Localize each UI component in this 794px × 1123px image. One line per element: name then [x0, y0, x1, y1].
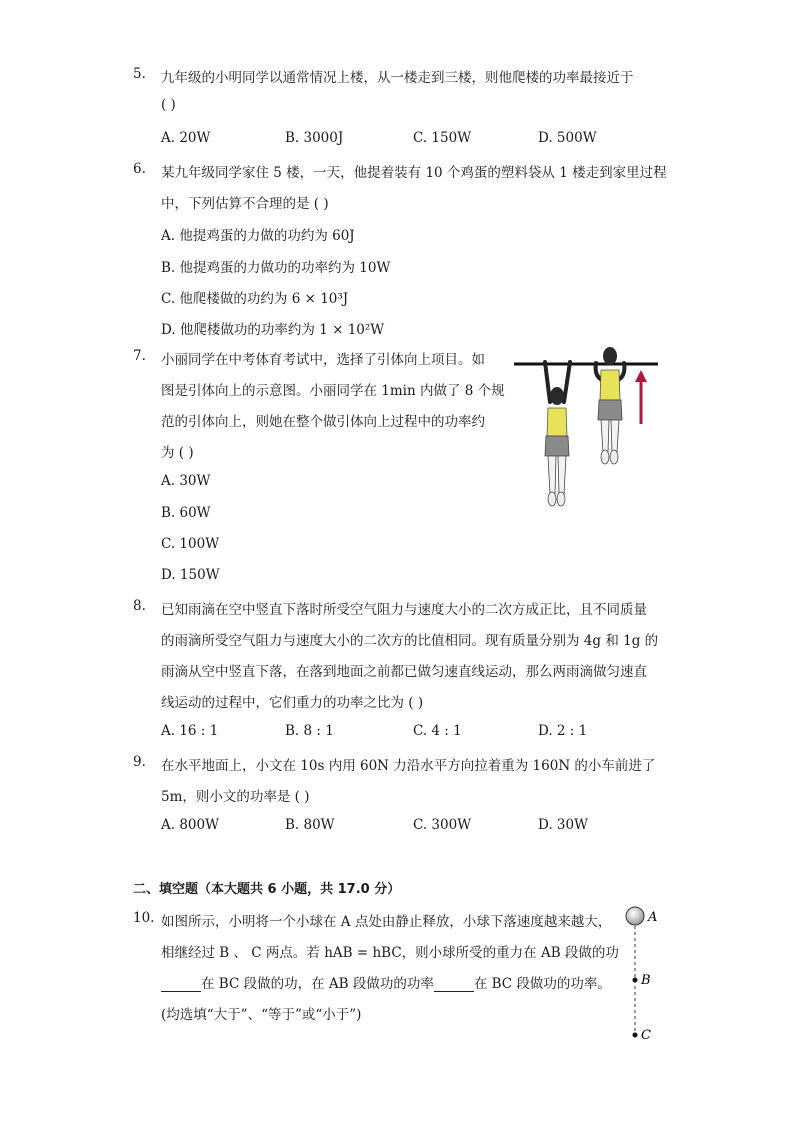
- falling-ball-diagram: [620, 904, 660, 1044]
- question-number: 8.: [133, 598, 146, 614]
- question-text-fragment: 在 BC 段做的功，在 AB 段做功的功率: [201, 976, 434, 992]
- option-c[interactable]: C. 100W: [161, 536, 220, 552]
- option-d[interactable]: D. 30W: [538, 817, 588, 833]
- option-a[interactable]: A. 20W: [161, 130, 211, 146]
- question-number: 9.: [133, 754, 146, 770]
- question-text-line: 图是引体向上的示意图。小丽同学在 1min 内做了 8 个规: [161, 383, 505, 399]
- option-a[interactable]: A. 30W: [161, 473, 211, 489]
- option-b[interactable]: B. 8 : 1: [285, 723, 334, 739]
- point-c-dot: [633, 1033, 638, 1038]
- question-text-line: (均选填“大于”、“等于”或“小于”): [161, 1007, 362, 1023]
- option-d[interactable]: D. 2 : 1: [538, 723, 588, 739]
- option-b[interactable]: B. 3000J: [285, 130, 344, 146]
- question-text-line: 线运动的过程中，它们重力的功率之比为 ( ): [161, 695, 424, 711]
- question-number: 6.: [133, 161, 146, 177]
- question-text-line: 为 ( ): [161, 445, 194, 461]
- question-text-line: 已知雨滴在空中竖直下落时所受空气阻力与速度大小的二次方成正比，且不同质量: [161, 602, 647, 618]
- option-d[interactable]: D. 他爬楼做功的功率约为 1 × 10²W: [161, 322, 385, 338]
- option-c[interactable]: C. 他爬楼做的功约为 6 × 10³J: [161, 291, 349, 307]
- option-d[interactable]: D. 500W: [538, 130, 597, 146]
- question-number: 10.: [133, 910, 155, 926]
- question-number: 5.: [133, 66, 146, 82]
- question-text-line: 某九年级同学家住 5 楼，一天，他提着装有 10 个鸡蛋的塑料袋从 1 楼走到家里过程: [161, 165, 667, 181]
- up-arrow-icon: [635, 370, 647, 424]
- answer-blank-2[interactable]: [434, 977, 474, 992]
- option-d[interactable]: D. 150W: [161, 567, 220, 583]
- point-c-label: C: [641, 1028, 651, 1043]
- option-c[interactable]: C. 150W: [413, 130, 472, 146]
- question-text-line: [161, 972, 611, 992]
- option-b[interactable]: B. 80W: [285, 817, 335, 833]
- question-number: 7.: [133, 348, 146, 364]
- question-text-line: 的雨滴所受空气阻力与速度大小的二次方的比值相同。现有质量分别为 4g 和 1g 的: [161, 633, 659, 649]
- point-b-dot: [633, 978, 638, 983]
- question-text-line: 相继经过 B 、 C 两点。若 hAB = hBC，则小球所受的重力在 AB 段做的功: [161, 945, 619, 961]
- question-text-fragment: 在 BC 段做功的功率。: [473, 976, 611, 992]
- option-c[interactable]: C. 300W: [413, 817, 472, 833]
- question-text-line: 如图所示，小明将一个小球在 A 点处由静止释放，小球下落速度越来越大，: [161, 914, 612, 930]
- pull-up-illustration: [512, 344, 662, 514]
- answer-blank-1[interactable]: [161, 977, 201, 992]
- question-text-line: 九年级的小明同学以通常情况上楼，从一楼走到三楼，则他爬楼的功率最接近于: [161, 70, 634, 86]
- question-text-line: 5m，则小文的功率是 ( ): [161, 789, 310, 805]
- girl-hanging-figure: [545, 362, 570, 506]
- question-text-line: 在水平地面上，小文在 10s 内用 60N 力沿水平方向拉着重为 160N 的小车前进了: [161, 758, 656, 774]
- section-heading: 二、填空题（本大题共 6 小题，共 17.0 分）: [133, 882, 401, 897]
- option-b[interactable]: B. 他提鸡蛋的力做功的功率约为 10W: [161, 260, 391, 276]
- question-text-line: 中，下列估算不合理的是 ( ): [161, 196, 329, 212]
- ball: [626, 907, 644, 925]
- option-a[interactable]: A. 800W: [161, 817, 219, 833]
- question-text-line: 范的引体向上，则她在整个做引体向上过程中的功率约: [161, 414, 485, 430]
- point-a-label: A: [648, 910, 658, 925]
- question-text-line: 小丽同学在中考体育考试中，选择了引体向上项目。如: [161, 352, 485, 368]
- question-text-line: ( ): [161, 97, 176, 113]
- point-b-label: B: [641, 973, 651, 988]
- option-a[interactable]: A. 他提鸡蛋的力做的功约为 60J: [161, 228, 355, 244]
- option-a[interactable]: A. 16 : 1: [161, 723, 219, 739]
- option-b[interactable]: B. 60W: [161, 505, 211, 521]
- question-text-line: 雨滴从空中竖直下落，在落到地面之前都已做匀速直线运动，那么两雨滴做匀速直: [161, 664, 647, 680]
- option-c[interactable]: C. 4 : 1: [413, 723, 462, 739]
